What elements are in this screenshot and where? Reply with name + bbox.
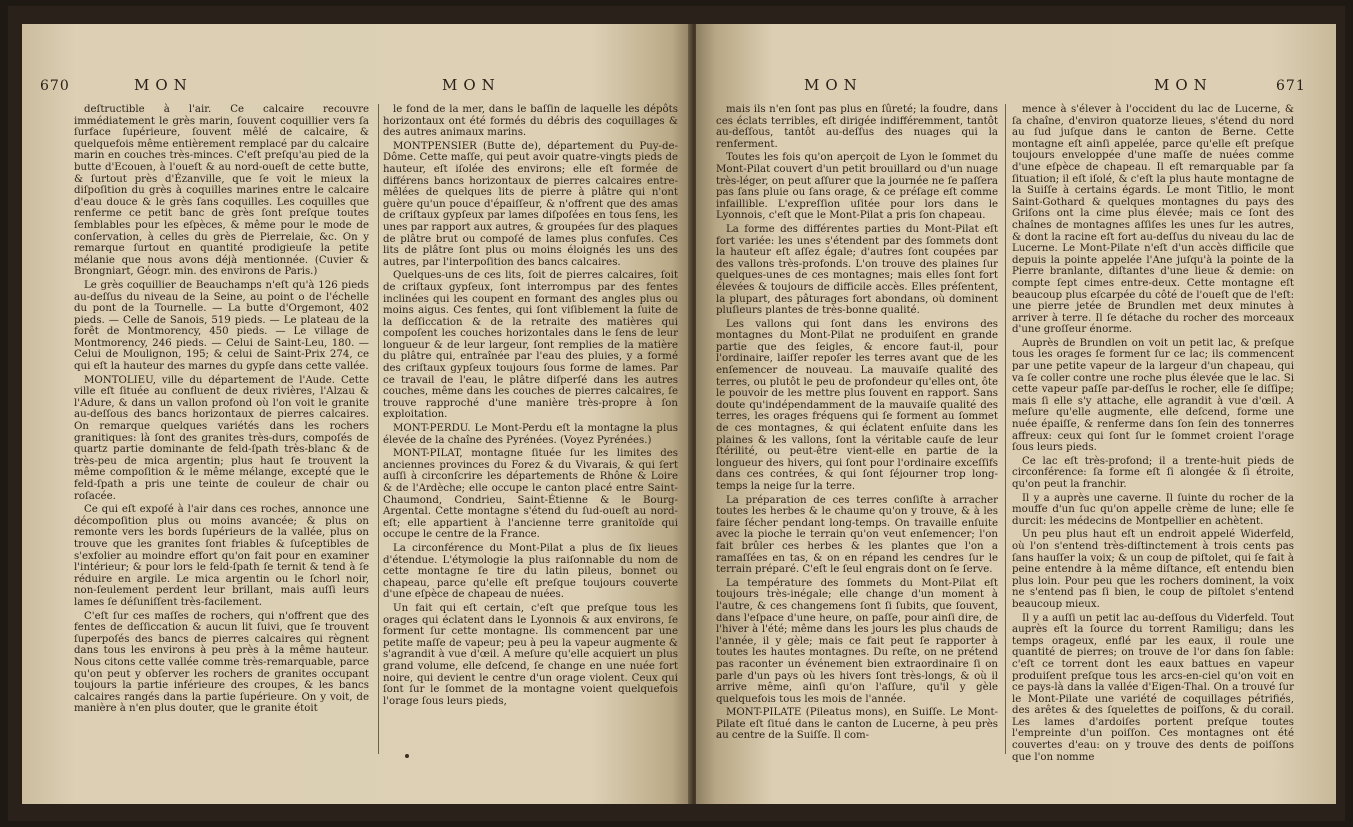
paragraph: Il y a auprès une caverne. Il ſuinte du rocher de la mouffe d'un ſuc qu'on appelle crème de lune; elle ſe durcit: les médecins de Montpellier en achètent.	[1012, 492, 1294, 527]
column-rule	[1005, 104, 1006, 754]
left-header-word-2: MON	[442, 76, 501, 94]
book-scan	[8, 6, 1345, 821]
paragraph: Un fait qui eſt certain, c'eſt que preſque tous les orages qui éclatent dans le Lyonnois & aux environs, ſe forment ſur cette montagne. Ils commencent par une petite maſſe de vapeur; peu à peu la vapeur augmente & s'agrandit à vue d'œil. A meſure qu'elle acquiert un plus grand volume, elle deſcend, ſe change en une nuée fort noire, qui devient le centre d'un orage violent. Ceux qui ſont ſur le ſommet de la montagne voient quelquefois l'orage ſous leurs pieds,	[383, 602, 678, 707]
paragraph: Quelques-uns de ces lits, ſoit de pierres calcaires, ſoit de criſtaux gypſeux, ſont interrompus par des fentes inclinées qui les coupent en formant des angles plus ou moins aigus. Ces fentes, qui ſont viſiblement la ſuite de la deſſiccation & de la retraite des matières qui compoſent les couches horizontales dans le ſens de leur longueur & de leur largeur, ſont remplies de la matière du plâtre qui, entraînée par l'eau des pluies, y a formé des criſtaux gypſeux toujours ſous forme de lames. Par ce travail de l'eau, le plâtre diſperſé dans les autres couches, même dans les couches de pierres calcaires, ſe trouve rapproché d'une manière très-propre à ſon exploitation.	[383, 270, 678, 421]
paragraph: La température des ſommets du Mont-Pilat eſt toujours très-inégale; elle change d'un moment à l'autre, & ces changemens ſont ſi ſubits, que ſouvent, dans l'eſpace d'une heure, on paſſe, pour ainſi dire, de l'hiver à l'été; même dans les jours les plus chauds de l'année, il y gèle; mais ce fait peut ſe rapporter à toutes les hautes montagnes. Du reſte, on ne prétend pas raconter un événement bien extraordinaire ſi on parle d'un pays où les hivers ſont très-longs, & où il arrive même, ainſi qu'on l'aſſure, qu'il y gèle quelquefois tous les mois de l'année.	[716, 577, 998, 705]
ink-dot	[405, 754, 409, 758]
column-rule	[378, 104, 379, 754]
paragraph: MONT-PERDU. Le Mont-Perdu eſt la montagne la plus élevée de la chaîne des Pyrénées. (Voyez Pyrénées.)	[383, 423, 678, 446]
paragraph: deſtructible à l'air. Ce calcaire recouvre immédiatement le grès marin, ſouvent coquillier vers ſa ſurface ſupérieure, ſouvent mêlé de calcaire, & quelquefois même entièrement remplacé par du calcaire marin en couches très-minces. C'eſt preſqu'au pied de la butte d'Ecouen, à l'oueſt & au nord-oueſt de cette butte, & ſurtout près d'Ézanville, que ſe voit le mieux la diſpoſition du grès à coquilles marines entre le calcaire d'eau douce & le grès ſans coquilles. Les coquilles que renferme ce petit banc de grès ſont preſque toutes ſemblables pour les eſpèces, & même pour le mode de conſervation, à celles du grès de Pierrelaie, &c. On y remarque ſurtout en quantité prodigieuſe la petite mélanie que nous avons déjà mentionnée. (Cuvier & Brongniart, Géogr. min. des environs de Paris.)	[74, 104, 369, 278]
left-column-1	[74, 104, 369, 715]
paragraph: MONT-PILATE (Pileatus mons), en Suiſſe. Le Mont-Pilate eſt ſitué dans le canton de Lucerne, à peu près au centre de la Suiſſe. Il com-	[716, 707, 998, 742]
left-page	[22, 24, 692, 804]
left-column-2	[383, 104, 678, 715]
paragraph: Toutes les fois qu'on aperçoit de Lyon le ſommet du Mont-Pilat couvert d'un petit brouillard ou d'un nuage très-léger, on peut aſſurer que la journée ne ſe paſſera pas ſans pluie ou ſans orage, & ce préſage eſt comme infaillible. L'expreſſion uſitée pour lors dans le Lyonnois, c'eſt que le Mont-Pilat a pris ſon chapeau.	[716, 152, 998, 222]
paragraph: La préparation de ces terres conſiſte à arracher toutes les herbes & le chaume qu'on y trouve, & à les faire ſécher pendant long-temps. On travaille enſuite avec la pioche le terrain qu'on veut enſemencer; l'on fait brûler ces herbes & les plantes que l'on a ramaſſées en tas, & on en répand les cendres ſur le terrain préparé. C'eſt le ſeul engrais dont on ſe ſerve.	[716, 494, 998, 576]
paragraph: Ce qui eſt expoſé à l'air dans ces roches, annonce une décompoſition plus ou moins avancée; & plus on remonte vers les bords ſupérieurs de la vallée, plus on trouve que les granites ſont friables & ſuſceptibles de s'exfolier au moindre effort qu'on fait pour en examiner l'intérieur; & pour lors le feld-ſpath ſe ternit & tend à ſe réduire en argile. Le mica argentin ou le ſchorl noir, non-ſeulement perdent leur brillant, mais auſſi leurs lames ſe déſuniſſent très-facilement.	[74, 504, 369, 608]
paragraph: Le grès coquillier de Beauchamps n'eſt qu'à 126 pieds au-deſſus du niveau de la Seine, au point o de l'échelle du pont de la Tournelle. — La butte d'Orgemont, 402 pieds. — Celle de Sanois, 519 pieds. — Le plateau de la forêt de Montmorency, 450 pieds. — Le village de Montmorency, 246 pieds. — Celui de Saint-Leu, 180. — Celui de Moulignon, 195; & celui de Saint-Prix 274, ce qui eſt la hauteur des marnes du gypſe dans cette vallée.	[74, 279, 369, 373]
paragraph: Les vallons qui ſont dans les environs des montagnes du Mont-Pilat ne produiſent en grande partie que des ſeigles, & encore faut-il, pour l'ordinaire, laiſſer repoſer les terres avant que de les enſemencer de nouveau. La mauvaiſe qualité des terres, ou plutôt le peu de profondeur qu'elles ont, ôte le pouvoir de les mettre plus ſouvent en rapport. Sans doute qu'indépendamment de la mauvaiſe qualité des terres, les orages fréquens qui ſe forment au ſommet de ces montagnes, & qui éclatent enſuite dans les plaines & les vallons, ſont la véritable cauſe de leur ſtérilité, ou peut-être vient-elle en partie de la longueur des hivers, qui ſont pour l'ordinaire exceſſifs dans ces contrées, & qui ſont ſéjourner trop long-temps la neige ſur la terre.	[716, 318, 998, 492]
paragraph: Un peu plus haut eſt un endroit appelé Widerfeld, où l'on s'entend très-diſtinctement à trois cents pas ſans hauſſer la voix; & un coup de piſtolet, qui ſe fait à peine entendre à la même diſtance, eſt entendu bien plus loin. Pour peu que les rochers dominent, la voix ne s'entend pas ſi bien, le coup de piſtolet s'entend beaucoup mieux.	[1012, 529, 1294, 610]
paragraph: La circonférence du Mont-Pilat a plus de ſix lieues d'étendue. L'étymologie la plus raiſonnable du nom de cette montagne ſe tire du latin pileus, bonnet ou chapeau, parce qu'elle eſt preſque toujours couverte d'une eſpèce de chapeau de nuées.	[383, 542, 678, 601]
paragraph: Ce lac eſt très-profond; il a trente-huit pieds de circonférence: ſa forme eſt ſi alongée & ſi étroite, qu'on peut la franchir.	[1012, 455, 1294, 490]
paragraph: mais ils n'en ſont pas plus en ſûreté; la foudre, dans ces éclats terribles, eſt dirigée indifféremment, tantôt au-deſſous, tantôt au-deſſus des nuages qui la renferment.	[716, 104, 998, 150]
paragraph: C'eſt ſur ces maſſes de rochers, qui n'offrent que des fentes de deſſiccation & aucun lit ſuivi, que ſe trouvent ſuperpoſés des bancs de pierres calcaires qui règnent dans tous les environs à peu près à la même hauteur. Nous citons cette vallée comme très-remarquable, parce qu'on peut y obſerver les rochers de granites occupant toujours la partie inférieure des croupes, & les bancs calcaires rangés dans la partie ſupérieure. On y voit, de manière à n'en plus douter, que le granite étoit	[74, 610, 369, 715]
right-page	[696, 24, 1336, 804]
paragraph: La forme des différentes parties du Mont-Pilat eſt fort variée: les unes s'étendent par des ſommets dont la hauteur eſt aſſez égale; d'autres ſont coupées par des vallons très-profonds. L'on trouve des plaines ſur quelques-unes de ces montagnes; mais elles ſont fort élevées & toujours de difficile accès. Elles préſentent, la plupart, des pâturages fort abondans, où dominent pluſieurs plantes de très-bonne qualité.	[716, 223, 998, 317]
paragraph: MONTOLIEU, ville du département de l'Aude. Cette ville eſt ſituée au confluent de deux rivières, l'Alzau & l'Adure, & dans un vallon profond où l'on voit le granite au-deſſous des bancs horizontaux de pierres calcaires. On remarque quelques variétés dans les rochers granitiques: là ſont des granites très-durs, compoſés de quartz partie dominante de feld-ſpath très-blanc & de très-peu de mica argentin; plus haut ſe trouvent la même compoſition & le même mélange, excepté que le feld-ſpath a pris une teinte de couleur de chair ou roſacée.	[74, 374, 369, 502]
left-header-word-1: MON	[134, 76, 193, 94]
right-header-word-2: MON	[1154, 76, 1213, 94]
left-columns	[74, 104, 678, 715]
paragraph: mence à s'élever à l'occident du lac de Lucerne, & ſa chaîne, d'environ quatorze lieues, s'étend du nord au ſud juſque dans le canton de Berne. Cette montagne eſt ainſi appelée, parce qu'elle eſt preſque toujours enveloppée d'une maſſe de nuées comme d'une eſpèce de chapeau. Il eſt remarquable par ſa ſituation; il eſt iſolé, & c'eſt la plus haute montagne de la Suiſſe à certains égards. Le mont Titlio, le mont Saint-Gothard & quelques montagnes du pays des Griſons ont la cime plus élevée; mais ce ſont des chaînes de montagnes aſſiſes les unes ſur les autres, & dont la racine eſt fort au-deſſus du niveau du lac de Lucerne. Le Mont-Pilate n'eſt d'un accès difficile que depuis la pointe appelée l'Ane juſqu'à la pointe de la Pierre branlante, diſtantes d'une lieue & demie: on compte ſept cimes entre-deux. Cette montagne eſt beaucoup plus eſcarpée du côté de l'oueſt que de l'eſt: une pierre jetée de Brundlen met deux minutes à arriver à terre. Il ſe détache du rocher des morceaux d'une groſſeur énorme.	[1012, 104, 1294, 336]
right-column-2	[1012, 104, 1294, 763]
right-column-1	[716, 104, 998, 763]
paragraph: Auprès de Brundlen on voit un petit lac, & preſque tous les orages ſe forment ſur ce lac; ils commencent par une petite vapeur de la largeur d'un chapeau, qui va ſe coller contre une roche plus élevée que le lac. Si cette vapeur paſſe par-deſſus le rocher, elle ſe diſſipe; mais ſi elle s'y attache, elle agrandit à vue d'œil. A meſure qu'elle augmente, elle deſcend, forme une nuée épaiſſe, & renferme dans ſon ſein des tonnerres affreux: ceux qui ſont ſur le ſommet croient l'orage ſous leurs pieds.	[1012, 337, 1294, 454]
paragraph: Il y a auſſi un petit lac au-deſſous du Viderfeld. Tout auprès eſt la ſource du torrent Ramiligu; dans les temps orageux, enflé par les eaux, il roule une quantité de pierres; on trouve de l'or dans ſon ſable: c'eſt ce torrent dont les eaux battues en vapeur produiſent preſque tous les arcs-en-ciel qu'on voit en ce pays-là dans la vallée d'Eigen-Thal. On a trouvé ſur le Mont-Pilate une variété de coquillages pétrifiés, des arêtes & des ſquelettes de poiſſons, & du corail. Les lames d'ardoiſes portent preſque toutes l'empreinte d'un poiſſon. Ces montagnes ont été couvertes d'eau: on y trouve des dents de poiſſons que l'on nomme	[1012, 612, 1294, 763]
paragraph: MONT-PILAT, montagne ſituée ſur les limites des anciennes provinces du Forez & du Vivarais, & qui ſert auſſi à circonſcrire les départements de Rhône & Loire & de l'Ardèche; elle occupe le canton placé entre Saint-Chaumond, Condrieu, Saint-Étienne & le Bourg-Argental. Cette montagne s'étend du ſud-oueſt au nord-eſt; elle appartient à l'ancienne terre granitoïde qui occupe le centre de la France.	[383, 448, 678, 541]
paragraph: MONTPENSIER (Butte de), département du Puy-de-Dôme. Cette maſſe, qui peut avoir quatre-vingts pieds de hauteur, eſt iſolée des environs; elle eſt formée de différens bancs horizontaux de pierres calcaires entre-mêlées de quelques lits de pierre à plâtre qui n'ont guère qu'un pouce d'épaiſſeur, & n'offrent que des amas de criſtaux gypſeux par lames diſpoſées en tous ſens, les unes par rapport aux autres, & groupées ſur des plaques de plâtre brut ou compoſé de lames plus confuſes. Ces lits de plâtre ſont plus ou moins éloignés les uns des autres, par l'interpoſition des bancs calcaires.	[383, 140, 678, 268]
right-header-word-1: MON	[804, 76, 863, 94]
right-page-number: 671	[1276, 78, 1306, 94]
paragraph: le fond de la mer, dans le baſſin de laquelle les dépôts horizontaux ont été formés du débris des coquillages & des autres animaux marins.	[383, 104, 678, 139]
left-page-number: 670	[40, 78, 70, 94]
